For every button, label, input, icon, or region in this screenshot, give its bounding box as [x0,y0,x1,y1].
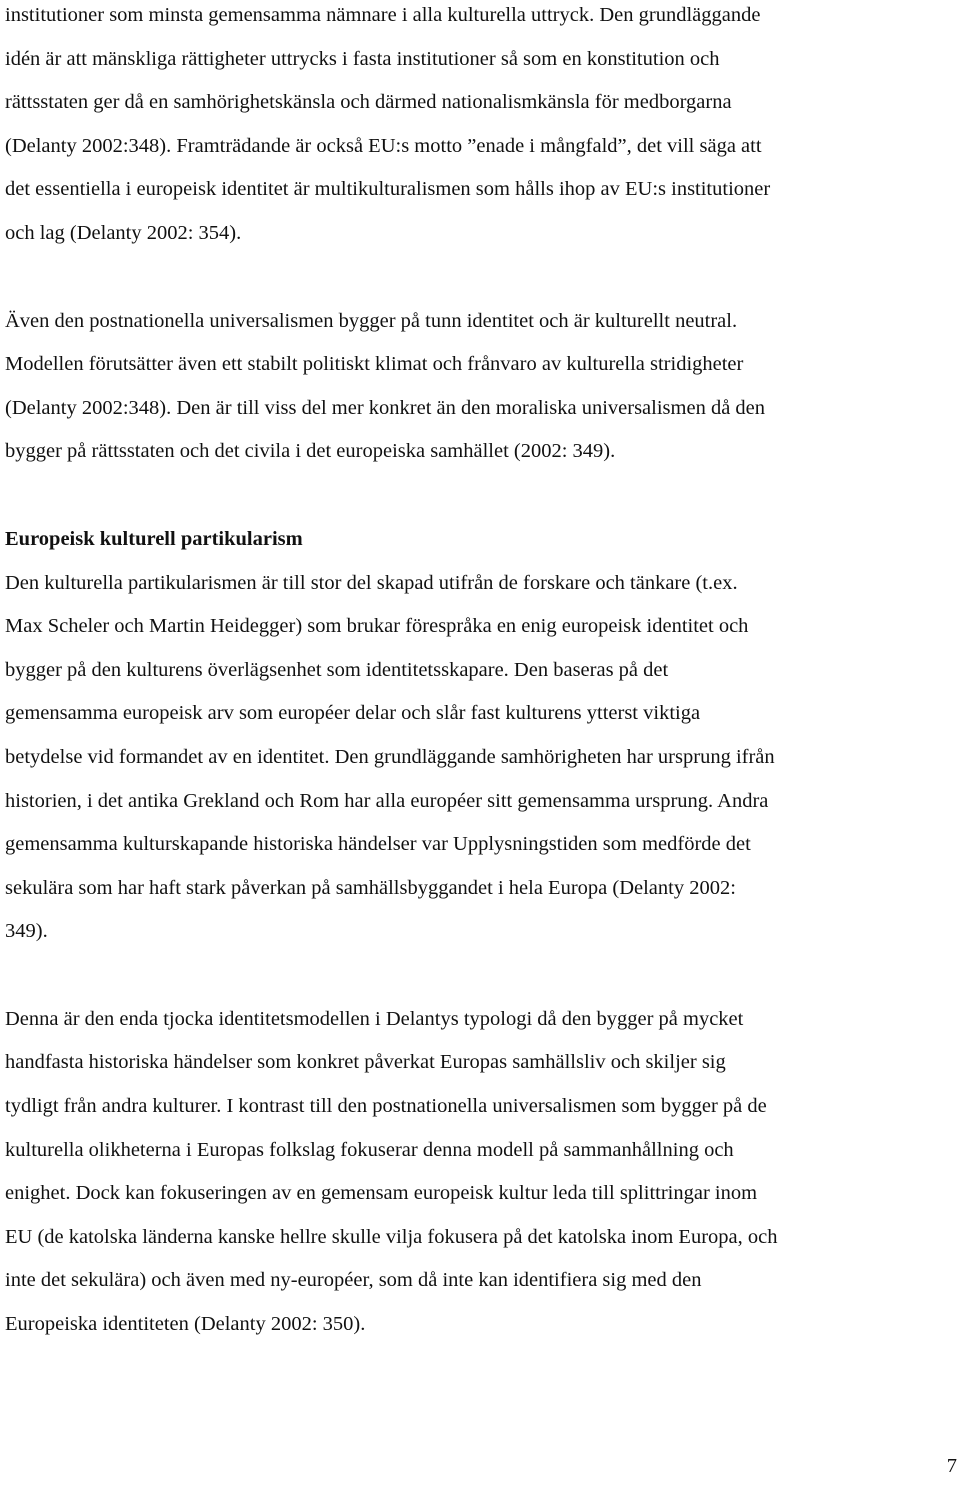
text-line: betydelse vid formandet av en identitet. Den grundläggande samhörigheten har ursprung ifrån [5,745,775,768]
text-line: bygger på rättsstaten och det civila i det europeiska samhället (2002: 349). [5,440,616,463]
text-line: kulturella olikheterna i Europas folkslag fokuserar denna modell på sammanhållning och [5,1138,734,1161]
text-line: Den kulturella partikularismen är till stor del skapad utifrån de forskare och tänkare (t.ex. [5,571,738,594]
text-line: historien, i det antika Grekland och Rom har alla européer sitt gemensamma ursprung. Andra [5,789,769,812]
text-line: Europeiska identiteten (Delanty 2002: 350). [5,1313,366,1336]
text-line: (Delanty 2002:348). Framträdande är också EU:s motto ”enade i mångfald”, det vill säga att [5,134,762,157]
paragraph-spacer [5,954,952,998]
text-line: det essentiella i europeisk identitet är multikulturalismen som hålls ihop av EU:s institutioner [5,178,771,201]
section-heading-particularism [5,518,952,562]
text-line: handfasta historiska händelser som konkret påverkat Europas samhällsliv och skiljer sig [5,1051,726,1074]
section-heading: Europeisk kulturell partikularism [5,527,303,550]
text-line: Max Scheler och Martin Heidegger) som brukar förespråka en enig europeisk identitet och [5,615,749,638]
paragraph-spacer [5,256,952,300]
paragraph-spacer [5,474,952,518]
paragraph-delanty-institutions [5,0,952,256]
paragraph-thick-identity-model [5,998,952,1347]
text-line: gemensamma europeisk arv som européer delar och slår fast kulturens ytterst viktiga [5,702,701,725]
text-line: bygger på den kulturens överlägsenhet som identitetsskapare. Den baseras på det [5,658,669,681]
text-line: Även den postnationella universalismen bygger på tunn identitet och är kulturellt neutral. [5,309,738,332]
text-line: inte det sekulära) och även med ny-européer, som då inte kan identifiera sig med den [5,1269,702,1292]
text-line: EU (de katolska länderna kanske hellre skulle vilja fokusera på det katolska inom Europa, och [5,1225,778,1248]
text-line: tydligt från andra kulturer. I kontrast till den postnationella universalismen som bygger på de [5,1095,767,1118]
text-line: sekulära som har haft stark påverkan på samhällsbyggandet i hela Europa (Delanty 2002: [5,876,736,899]
paragraph-postnational-universalism [5,300,952,474]
paragraph-cultural-particularism [5,562,952,954]
text-line: Modellen förutsätter även ett stabilt politiskt klimat och frånvaro av kulturella stridigheter [5,353,744,376]
text-line: 349). [5,920,48,943]
text-line: enighet. Dock kan fokuseringen av en gemensam europeisk kultur leda till splittringar inom [5,1182,758,1205]
text-line: institutioner som minsta gemensamma nämnare i alla kulturella uttryck. Den grundläggande [5,4,761,26]
text-line: och lag (Delanty 2002: 354). [5,221,242,244]
text-line: Denna är den enda tjocka identitetsmodellen i Delantys typologi då den bygger på mycket [5,1007,744,1030]
text-line: rättsstaten ger då en samhörighetskänsla och därmed nationalismkänsla för medborgarna [5,91,732,114]
text-line: idén är att mänskliga rättigheter uttrycks i fasta institutioner så som en konstitution och [5,47,720,70]
page-number: 7 [946,1455,957,1477]
text-line: gemensamma kulturskapande historiska händelser var Upplysningstiden som medförde det [5,833,751,856]
text-line: (Delanty 2002:348). Den är till viss del mer konkret än den moraliska universalismen då den [5,396,766,419]
